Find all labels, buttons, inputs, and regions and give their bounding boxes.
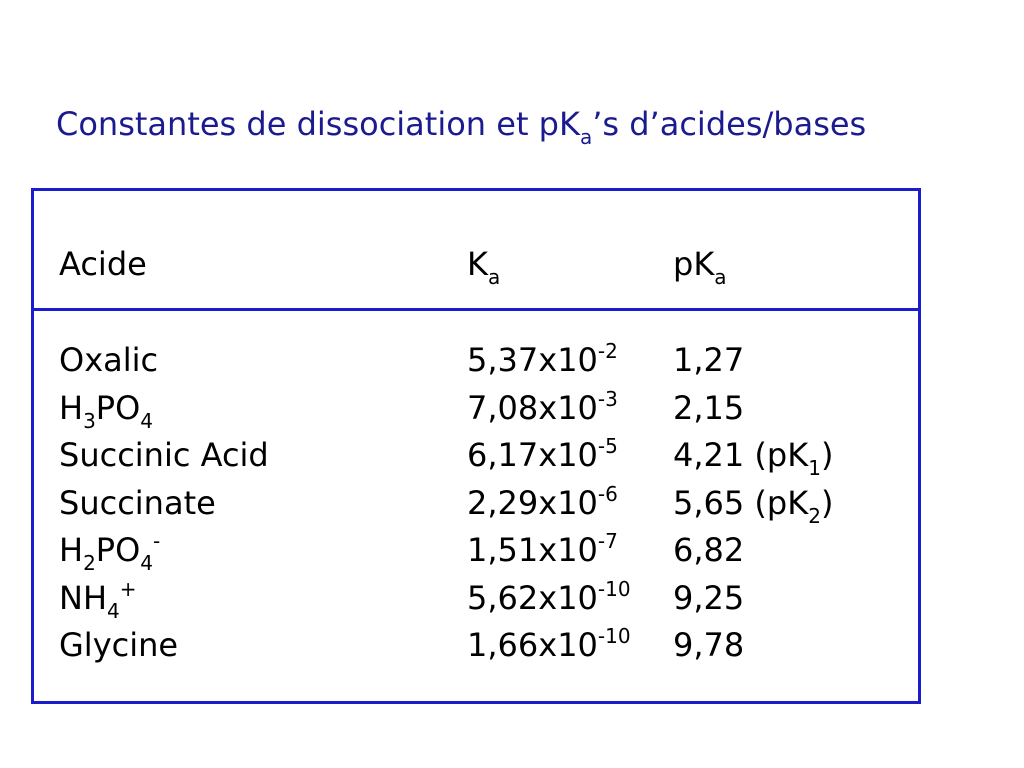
ka-cell-part: 2,29x10	[467, 483, 598, 522]
acid-cell-part: 2	[83, 551, 96, 575]
header-pka	[673, 240, 727, 288]
pka-cell-part: 2	[808, 503, 821, 528]
header-pka-main: pK	[673, 245, 715, 283]
ka-cell-part: -2	[597, 339, 618, 363]
pka-cell	[673, 574, 744, 622]
dissociation-table	[31, 188, 921, 704]
acid-cell-part: +	[119, 576, 137, 601]
acid-cell-part: H	[59, 388, 84, 427]
pka-cell-part: 1,27	[673, 341, 745, 379]
ka-cell-part: 1,66x10	[467, 626, 598, 664]
acid-cell-part: Glycine	[59, 626, 179, 664]
pka-cell-part: 9,25	[673, 578, 745, 617]
pka-cell-part: 5,65 (pK	[673, 483, 809, 522]
header-divider	[34, 308, 918, 311]
pka-cell	[673, 384, 744, 432]
title-suffix: ’s d’acides/bases	[592, 105, 867, 143]
acid-cell	[59, 526, 160, 574]
acid-cell	[59, 479, 216, 527]
ka-cell	[467, 621, 631, 669]
ka-cell	[467, 431, 618, 479]
ka-cell-part: -3	[597, 386, 618, 411]
pka-cell-part: )	[820, 483, 834, 522]
pka-cell	[673, 336, 744, 384]
ka-cell-part: 6,17x10	[467, 436, 598, 474]
title-subscript: a	[579, 125, 593, 149]
ka-cell	[467, 526, 618, 574]
acid-cell-part: NH	[59, 578, 107, 617]
acid-cell	[59, 336, 158, 384]
pka-cell	[673, 526, 744, 574]
pka-cell-part: 2,15	[673, 388, 745, 427]
acid-cell-part: 4	[140, 408, 154, 433]
ka-cell-part: -10	[597, 576, 631, 601]
acid-cell	[59, 384, 153, 432]
acid-cell-part: H	[59, 531, 84, 569]
pka-cell	[673, 621, 744, 669]
pka-cell	[673, 431, 833, 479]
ka-cell	[467, 384, 618, 432]
acid-cell-part: 3	[83, 408, 96, 433]
header-ka	[467, 240, 500, 288]
ka-cell-part: -5	[597, 434, 618, 458]
pka-cell	[673, 479, 833, 527]
title-prefix: Constantes de dissociation et pK	[56, 105, 580, 143]
ka-cell	[467, 336, 618, 384]
acid-cell-part: Oxalic	[59, 341, 159, 379]
pka-cell-part: 1	[808, 456, 821, 480]
acid-cell-part: -	[153, 529, 161, 553]
acid-cell	[59, 431, 269, 479]
acid-cell-part: Succinate	[59, 483, 216, 522]
header-ka-subscript: a	[487, 265, 501, 289]
ka-cell	[467, 574, 631, 622]
ka-cell-part: 5,62x10	[467, 578, 598, 617]
acid-cell-part: 4	[107, 598, 120, 623]
pka-cell-part: 6,82	[673, 531, 745, 569]
ka-cell-part: -6	[597, 481, 618, 506]
ka-cell-part: -7	[597, 529, 618, 553]
acid-cell-part: PO	[95, 531, 141, 569]
slide-title	[56, 100, 866, 148]
acid-cell-part: 4	[140, 551, 154, 575]
ka-cell-part: 7,08x10	[467, 388, 598, 427]
pka-cell-part: )	[820, 436, 834, 474]
ka-cell	[467, 479, 618, 527]
acid-cell	[59, 621, 178, 669]
pka-cell-part: 4,21 (pK	[673, 436, 809, 474]
pka-cell-part: 9,78	[673, 626, 745, 664]
ka-cell-part: -10	[597, 624, 631, 648]
header-ka-main: K	[467, 245, 488, 283]
acid-cell-part: PO	[95, 388, 141, 427]
header-pka-subscript: a	[714, 265, 727, 289]
acid-cell-part: Succinic Acid	[59, 436, 269, 474]
ka-cell-part: 5,37x10	[467, 341, 598, 379]
header-acid: Acide	[59, 245, 147, 283]
acid-cell	[59, 574, 137, 622]
ka-cell-part: 1,51x10	[467, 531, 598, 569]
